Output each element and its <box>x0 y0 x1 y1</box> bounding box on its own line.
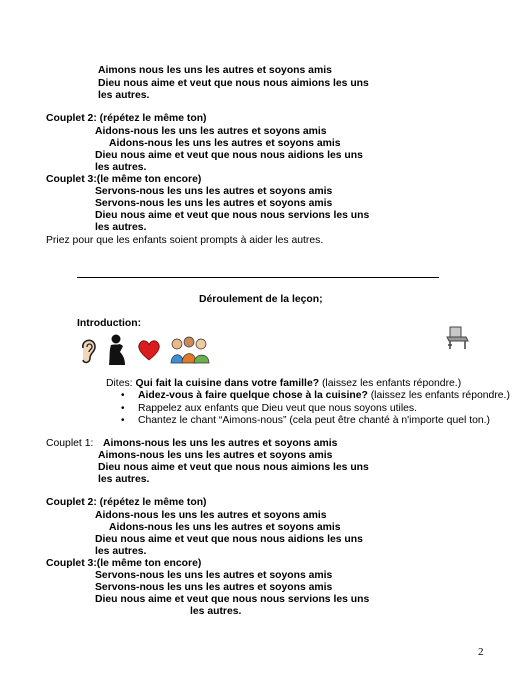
couplet-line: les autres. <box>95 546 147 557</box>
bullet-text: (laissez les enfants répondre.) <box>367 390 510 401</box>
bullet-marker: • <box>121 390 125 401</box>
couplet-1-label: Couplet 1: <box>46 438 94 449</box>
section-divider <box>77 277 439 278</box>
couplet-line: Dieu nous aime et veut que nous nous servions les uns <box>95 210 370 221</box>
couplet-line: Aimons-nous les uns les autres et soyons amis <box>98 450 333 461</box>
dites-suffix: (laissez les enfants répondre.) <box>319 378 462 389</box>
couplet-line: Dieu nous aime et veut que nous nous aidions les uns <box>95 150 363 161</box>
prayer-text: Priez pour que les enfants soient prompts à aider les autres. <box>46 235 324 246</box>
heart-icon <box>137 338 161 362</box>
praying-person-icon <box>107 333 129 367</box>
bullet-marker: • <box>121 415 125 426</box>
couplet-line: Servons-nous les uns les autres et soyons amis <box>95 570 333 581</box>
couplet-2-label: Couplet 2: (répétez le même ton) <box>46 497 207 508</box>
couplet-line: les autres. <box>95 222 147 233</box>
chair-icon <box>444 324 470 350</box>
couplet-line: les autres. <box>98 474 150 485</box>
couplet-line: Aidons-nous les uns les autres et soyons amis <box>109 138 341 149</box>
lesson-title: Déroulement de la leçon; <box>199 294 323 305</box>
bullet-marker: • <box>121 403 125 414</box>
group-people-icon <box>169 335 213 365</box>
couplet-line: les autres. <box>95 162 147 173</box>
intro-line: les autres. <box>98 90 150 101</box>
intro-icons <box>77 333 221 367</box>
couplet-2-label: Couplet 2: (répétez le même ton) <box>46 113 207 124</box>
couplet-line: les autres. <box>190 606 242 617</box>
intro-line: Dieu nous aime et veut que nous nous aimions les uns <box>98 78 369 89</box>
page-number: 2 <box>478 646 484 658</box>
bullet-item <box>138 389 510 402</box>
bullet-item: Chantez le chant “Aimons-nous” (cela peut être chanté à n'importe quel ton.) <box>138 415 490 426</box>
bullet-item: Rappelez aux enfants que Dieu veut que nous soyons utiles. <box>138 403 417 414</box>
couplet-line: Aidons-nous les uns les autres et soyons amis <box>95 510 327 521</box>
couplet-line: Dieu nous aime et veut que nous nous servions les uns <box>95 594 370 605</box>
couplet-3-label: Couplet 3:(le même ton encore) <box>46 558 202 569</box>
dites-prefix: Dites: <box>106 378 136 389</box>
couplet-line: Aidons-nous les uns les autres et soyons amis <box>109 522 341 533</box>
ear-icon <box>77 334 99 366</box>
couplet-line: Servons-nous les uns les autres et soyons amis <box>95 198 333 209</box>
dites-question: Qui fait la cuisine dans votre famille? <box>135 378 320 389</box>
intro-line: Aimons nous les uns les autres et soyons amis <box>98 65 332 76</box>
couplet-line: Aimons-nous les uns les autres et soyons amis <box>103 438 338 449</box>
couplet-line: Dieu nous aime et veut que nous nous aidions les uns <box>95 534 363 545</box>
couplet-line: Aidons-nous les uns les autres et soyons amis <box>95 126 327 137</box>
introduction-label: Introduction: <box>77 318 142 329</box>
bullet-bold: Aidez-vous à faire quelque chose à la cuisine? <box>138 390 368 401</box>
couplet-3-label: Couplet 3:(le même ton encore) <box>46 174 202 185</box>
couplet-line: Dieu nous aime et veut que nous nous aimions les uns <box>98 462 369 473</box>
couplet-line: Servons-nous les uns les autres et soyons amis <box>95 186 333 197</box>
couplet-line: Servons-nous les uns les autres et soyons amis <box>95 582 333 593</box>
